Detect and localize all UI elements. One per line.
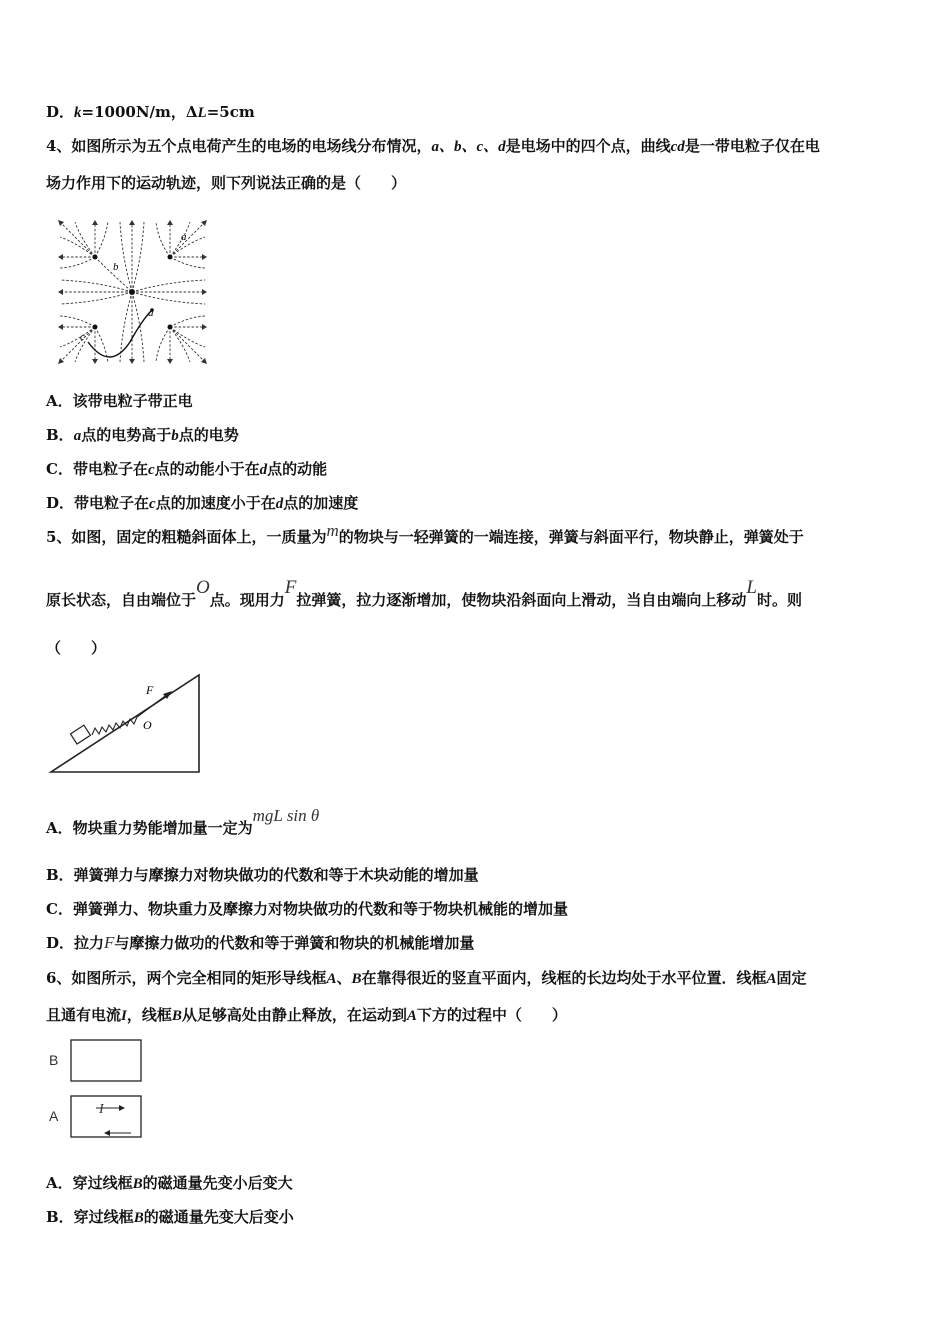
var-b: b <box>171 428 179 444</box>
option-text: D．带电粒子在 <box>46 494 150 512</box>
q5-option-a <box>46 806 320 838</box>
stem-text: 是一带电粒子仅在电 <box>684 137 820 155</box>
var-l: L <box>197 105 207 121</box>
q5-stem-line1 <box>46 521 804 547</box>
var-b: B <box>133 1210 144 1226</box>
var-c: c <box>147 462 155 478</box>
label-frame-b: B <box>49 1052 59 1068</box>
q5-option-b: B．弹簧弹力与摩擦力对物块做功的代数和等于木块动能的增加量 <box>46 866 479 884</box>
stem-text: 在靠得很近的竖直平面内，线框的长边均处于水平位置．线框 <box>361 969 767 987</box>
var-k: k <box>74 105 82 121</box>
label-b: b <box>113 261 119 273</box>
stem-text: 5、如图，固定的粗糙斜面体上，一质量为 <box>46 528 327 546</box>
q6-stem-line1 <box>46 968 807 989</box>
var-d: d <box>259 462 268 478</box>
var-l: L <box>746 577 757 598</box>
q6-option-a <box>46 1173 293 1194</box>
option-text: =5cm <box>206 103 255 121</box>
var-b: B <box>132 1176 143 1192</box>
q5-option-d <box>46 933 474 953</box>
wire-frames-figure <box>46 1038 146 1143</box>
option-text: 点的加速度小于在 <box>155 494 276 512</box>
formula-mgl-sin: mgL sin θ <box>252 806 320 825</box>
stem-text: 原长状态，自由端位于 <box>46 591 197 609</box>
option-text: 点的电势 <box>178 426 239 444</box>
var-cd: cd <box>670 139 685 155</box>
option-text: 与摩擦力做功的代数和等于弹簧和物块的机械能增加量 <box>114 934 475 952</box>
q5-stem-line3: （ ） <box>46 639 107 657</box>
stem-text: 是电场中的四个点，曲线 <box>505 137 671 155</box>
q3-option-d <box>46 102 255 123</box>
stem-text: 4、如图所示为五个点电荷产生的电场的电场线分布情况， <box>46 137 432 155</box>
q6-option-b <box>46 1207 294 1228</box>
stem-text: 固定 <box>776 969 807 987</box>
q4-option-d <box>46 493 358 514</box>
incline-figure <box>48 672 208 776</box>
stem-text: 时。则 <box>756 591 802 609</box>
option-text: C．带电粒子在 <box>46 460 148 478</box>
stem-text: 6、如图所示，两个完全相同的矩形导线框 <box>46 969 327 987</box>
label-d: d <box>148 307 154 319</box>
var-b: B <box>351 971 362 987</box>
var-a: A <box>766 971 777 987</box>
option-text: 点的动能小于在 <box>154 460 260 478</box>
q4-option-c <box>46 459 327 480</box>
point-list: a、b、c、d <box>431 139 506 155</box>
option-text: 的磁通量先变大后变小 <box>143 1208 294 1226</box>
var-c: c <box>149 496 156 512</box>
q4-option-a: A．该带电粒子带正电 <box>46 392 193 410</box>
stem-text: 、 <box>336 969 352 987</box>
label-frame-a: A <box>49 1108 59 1124</box>
q4-stem-line2: 场力作用下的运动轨迹，则下列说法正确的是（ ） <box>46 174 407 192</box>
var-o: O <box>196 577 210 598</box>
option-text: B．穿过线框 <box>46 1208 134 1226</box>
electric-field-figure <box>50 212 215 372</box>
option-text: A．穿过线框 <box>46 1174 133 1192</box>
var-a: A <box>406 1008 417 1024</box>
option-label: D． <box>46 103 75 121</box>
option-text: 点的加速度 <box>283 494 359 512</box>
option-text: 点的动能 <box>267 460 328 478</box>
option-text: 的磁通量先变小后变大 <box>142 1174 293 1192</box>
option-text: B． <box>46 426 74 444</box>
var-f: F <box>104 933 115 952</box>
var-m: m <box>326 521 339 540</box>
var-f: F <box>284 577 297 598</box>
label-o: O <box>143 718 152 732</box>
var-a: a <box>73 428 82 444</box>
option-text: =1000N/m，Δ <box>81 103 198 121</box>
var-i: I <box>121 1008 127 1024</box>
stem-text: ，线框 <box>126 1006 172 1024</box>
label-a: a <box>181 231 187 243</box>
stem-text: 从足够高处由静止释放，在运动到 <box>181 1006 407 1024</box>
label-current-i: I <box>99 1102 104 1117</box>
stem-text: 点。现用力 <box>209 591 285 609</box>
option-text: A．物块重力势能增加量一定为 <box>46 819 253 837</box>
q5-option-c: C．弹簧弹力、物块重力及摩擦力对物块做功的代数和等于物块机械能的增加量 <box>46 900 568 918</box>
option-text: 点的电势高于 <box>81 426 172 444</box>
label-c: c <box>80 331 85 343</box>
stem-text: 拉弹簧，拉力逐渐增加，使物块沿斜面向上滑动，当自由端向上移动 <box>296 591 747 609</box>
q6-stem-line2 <box>46 1005 567 1026</box>
var-b: B <box>171 1008 182 1024</box>
var-d: d <box>275 496 284 512</box>
q5-stem-line2 <box>46 577 802 610</box>
stem-text: 的物块与一轻弹簧的一端连接，弹簧与斜面平行，物块静止，弹簧处于 <box>338 528 804 546</box>
q4-option-b <box>46 425 239 446</box>
stem-text: 且通有电流 <box>46 1006 122 1024</box>
stem-text: 下方的过程中（ ） <box>416 1006 567 1024</box>
q4-stem-line1 <box>46 136 820 157</box>
label-f: F <box>146 683 154 697</box>
option-text: D．拉力 <box>46 934 105 952</box>
var-a: A <box>326 971 337 987</box>
